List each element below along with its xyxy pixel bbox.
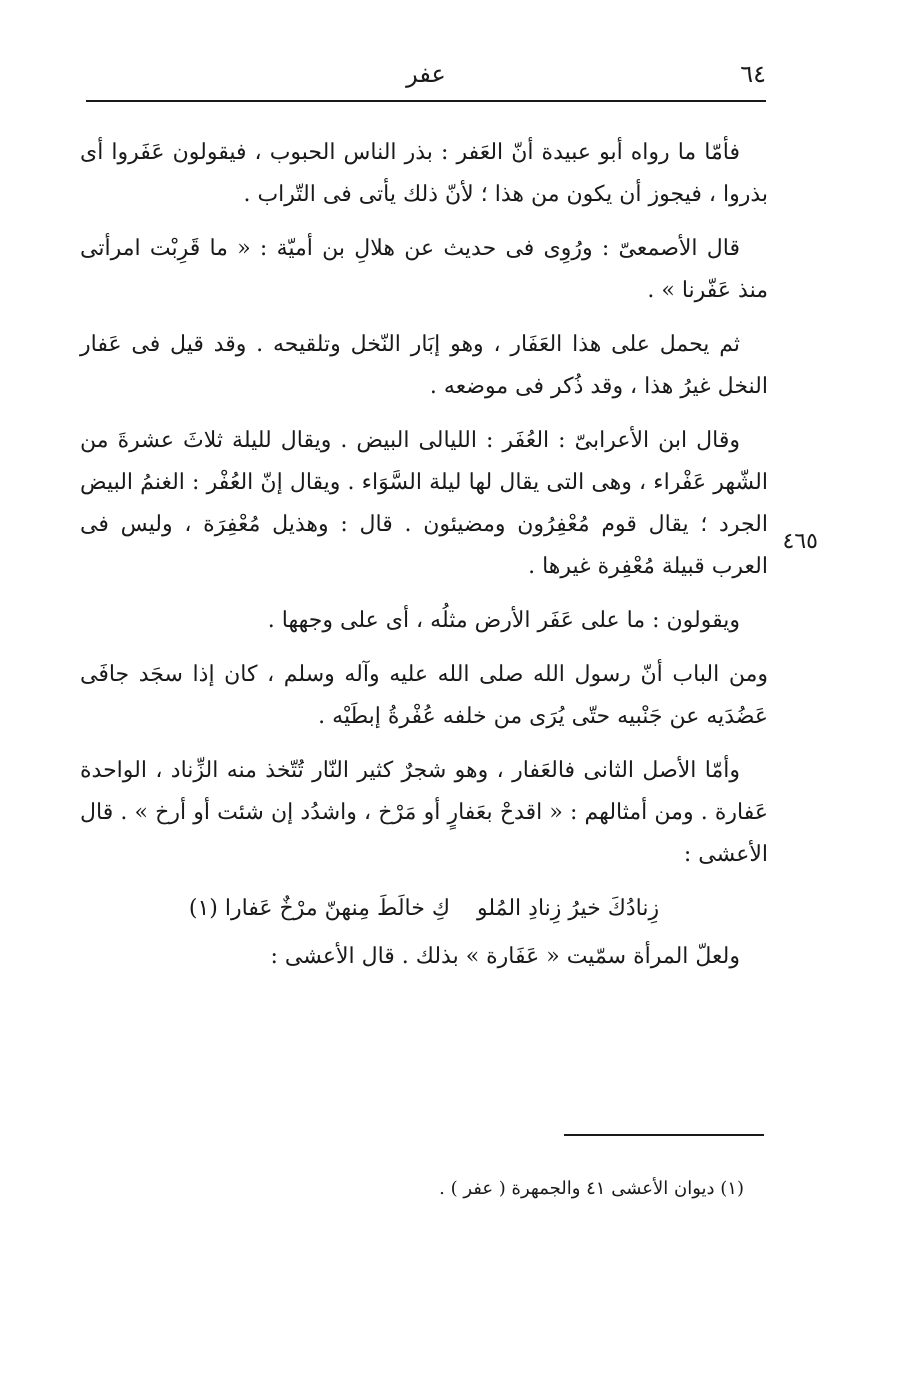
paragraph: ويقولون : ما على عَفَر الأرض مثلُه ، أى على وجهها . <box>267 608 740 633</box>
footnote-rule <box>564 1134 764 1136</box>
paragraph: فأمّا ما رواه أبو عبيدة أنّ العَفر : بذر الناس الحبوب ، فيقولون عَفَروا أى بذروا ، فيجوز أن يكون من هذا ؛ لأنّ ذلك يأتى فى التّراب . <box>80 140 768 207</box>
verse-hemistich-first: زِنادُكَ خيرُ زِنادِ المُلو <box>476 896 660 921</box>
body-text <box>80 132 768 990</box>
paragraph: ومن الباب أنّ رسول الله صلى الله عليه وآله وسلم ، كان إذا سجَد جافَى عَضُدَيه عن جَنْبيه حتّى يُرَى من خلفه عُفْرةُ إبطَيْه . <box>80 662 768 729</box>
verse-hemistich-second: كِ خالَطَ مِنهنّ مرْخٌ عَفارا (١) <box>188 896 450 921</box>
poetry-verse <box>80 888 768 930</box>
footnote: (١) ديوان الأعشى ٤١ والجمهرة ( عفر ) . <box>439 1178 744 1199</box>
paragraph: وأمّا الأصل الثانى فالعَفار ، وهو شجرٌ كثير النّار تُتّخذ منه الزِّناد ، الواحدة عَفارة . ومن أمثالهم : « اقدحْ بعَفارٍ أو مَرْخ ، واشدُد إن شئت أو أرخ » . قال الأعشى : <box>80 758 768 867</box>
header-rule <box>86 100 766 102</box>
paragraph: ثم يحمل على هذا العَفَار ، وهو إبَار النّخل وتلقيحه . وقد قيل فى عَفار النخل غيرُ هذا ، وقد ذُكر فى موضعه . <box>80 332 768 399</box>
paragraph: وقال ابن الأعرابىّ : العُفَر : الليالى البيض . ويقال لليلة ثلاثَ عشرةَ من الشّهر عَفْراء ، وهى التى يقال لها ليلة السَّوَاء . ويقال إنّ العُفْر : الغنمُ البيض الجرد ؛ يقال قوم مُعْفِرُون ومضيئون . قال : وهذيل مُعْفِرَة ، وليس فى العرب قبيلة مُعْفِرة غيرها . <box>80 428 768 579</box>
paragraph: ولعلّ المرأة سمّيت « عَفَارة » بذلك . قال الأعشى : <box>270 944 740 969</box>
page-number: ٦٤ <box>740 60 766 88</box>
paragraph: قال الأصمعىّ : ورُوِى فى حديث عن هلالِ بن أميّة : « ما قَرِبْت امرأتى منذ عَفّرنا » . <box>80 236 768 303</box>
running-title: عفر <box>406 60 446 88</box>
margin-page-reference: ٤٦٥ <box>782 529 818 554</box>
running-head <box>86 56 766 96</box>
